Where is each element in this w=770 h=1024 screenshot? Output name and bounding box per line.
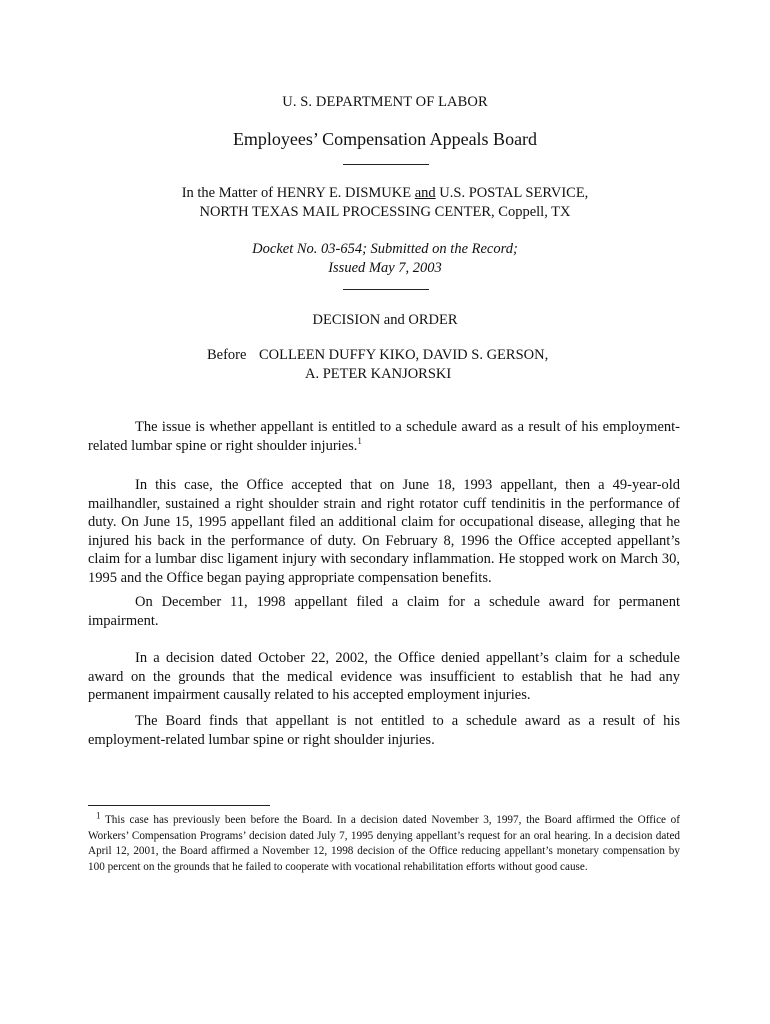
docket-divider bbox=[343, 289, 429, 290]
docket-line-2: Issued May 7, 2003 bbox=[328, 260, 442, 276]
footnote-divider bbox=[88, 805, 270, 806]
paragraph-issue-text: The issue is whether appellant is entitled to a schedule award as a result of his employment-related lumbar spine or right shoulder injuries. bbox=[88, 419, 680, 454]
caption-suffix: U.S. POSTAL SERVICE, bbox=[435, 185, 589, 201]
caption-prefix: In the Matter of HENRY E. DISMUKE bbox=[181, 185, 415, 201]
caption-and: and bbox=[414, 185, 436, 201]
paragraph-claim bbox=[88, 593, 680, 630]
footnote bbox=[88, 810, 680, 875]
paragraph-issue bbox=[88, 418, 680, 455]
before-label: Before bbox=[207, 347, 247, 363]
agency-heading: U. S. DEPARTMENT OF LABOR bbox=[282, 94, 488, 110]
docket-info bbox=[0, 240, 770, 278]
panel-members bbox=[207, 346, 548, 384]
judges-line-1: COLLEEN DUFFY KIKO, DAVID S. GERSON, bbox=[259, 347, 549, 363]
docket-line-1: Docket No. 03-654; Submitted on the Record; bbox=[252, 241, 518, 257]
decision-title: DECISION and ORDER bbox=[312, 312, 458, 328]
caption-line-2: NORTH TEXAS MAIL PROCESSING CENTER, Coppell, TX bbox=[199, 204, 571, 220]
case-caption bbox=[0, 184, 770, 222]
footnote-text: This case has previously been before the Board. In a decision dated November 3, 1997, the Board affirmed the Office of Workers’ Compensation Programs’ decision dated July 7, 1995 denying appellant’s request for an oral hearing. In a decision dated April 12, 2001, the Board affirmed a November 12, 1998 decision of the Office reducing appellant’s monetary compensation by 100 percent on the grounds that he failed to cooperate with vocational rehabilitation efforts without good cause. bbox=[88, 814, 680, 873]
paragraph-claim-text: On December 11, 1998 appellant filed a claim for a schedule award for permanent impairment. bbox=[88, 594, 680, 629]
paragraph-facts bbox=[88, 476, 680, 587]
footnote-ref[interactable]: 1 bbox=[357, 435, 362, 446]
paragraph-board-finding-text: The Board finds that appellant is not entitled to a schedule award as a result of his employment-related lumbar spine or right shoulder injuries. bbox=[88, 713, 680, 748]
judges-line-2: A. PETER KANJORSKI bbox=[305, 366, 452, 382]
board-heading: Employees’ Compensation Appeals Board bbox=[232, 129, 538, 149]
footnote-number: 1 bbox=[96, 810, 101, 821]
caption-line-1 bbox=[0, 184, 770, 203]
paragraph-facts-text: In this case, the Office accepted that on June 18, 1993 appellant, then a 49-year-old mailhandler, sustained a right shoulder strain and right rotator cuff tendinitis in the performance of duty. On June 15, 1995 appellant filed an additional claim for occupational disease, alleging that he injured his back in the performance of duty. On February 8, 1996 the Office accepted appellant’s claim for a lumbar disc ligament injury with secondary inflammation. He stopped work on March 30, 1995 and the Office began paying appropriate compensation benefits. bbox=[88, 477, 680, 586]
title-divider bbox=[343, 164, 429, 165]
paragraph-office-decision bbox=[88, 649, 680, 705]
paragraph-office-decision-text: In a decision dated October 22, 2002, the Office denied appellant’s claim for a schedule award on the grounds that the medical evidence was insufficient to establish that he had any permanent impairment causally related to his accepted employment injuries. bbox=[88, 650, 680, 703]
paragraph-board-finding bbox=[88, 712, 680, 749]
